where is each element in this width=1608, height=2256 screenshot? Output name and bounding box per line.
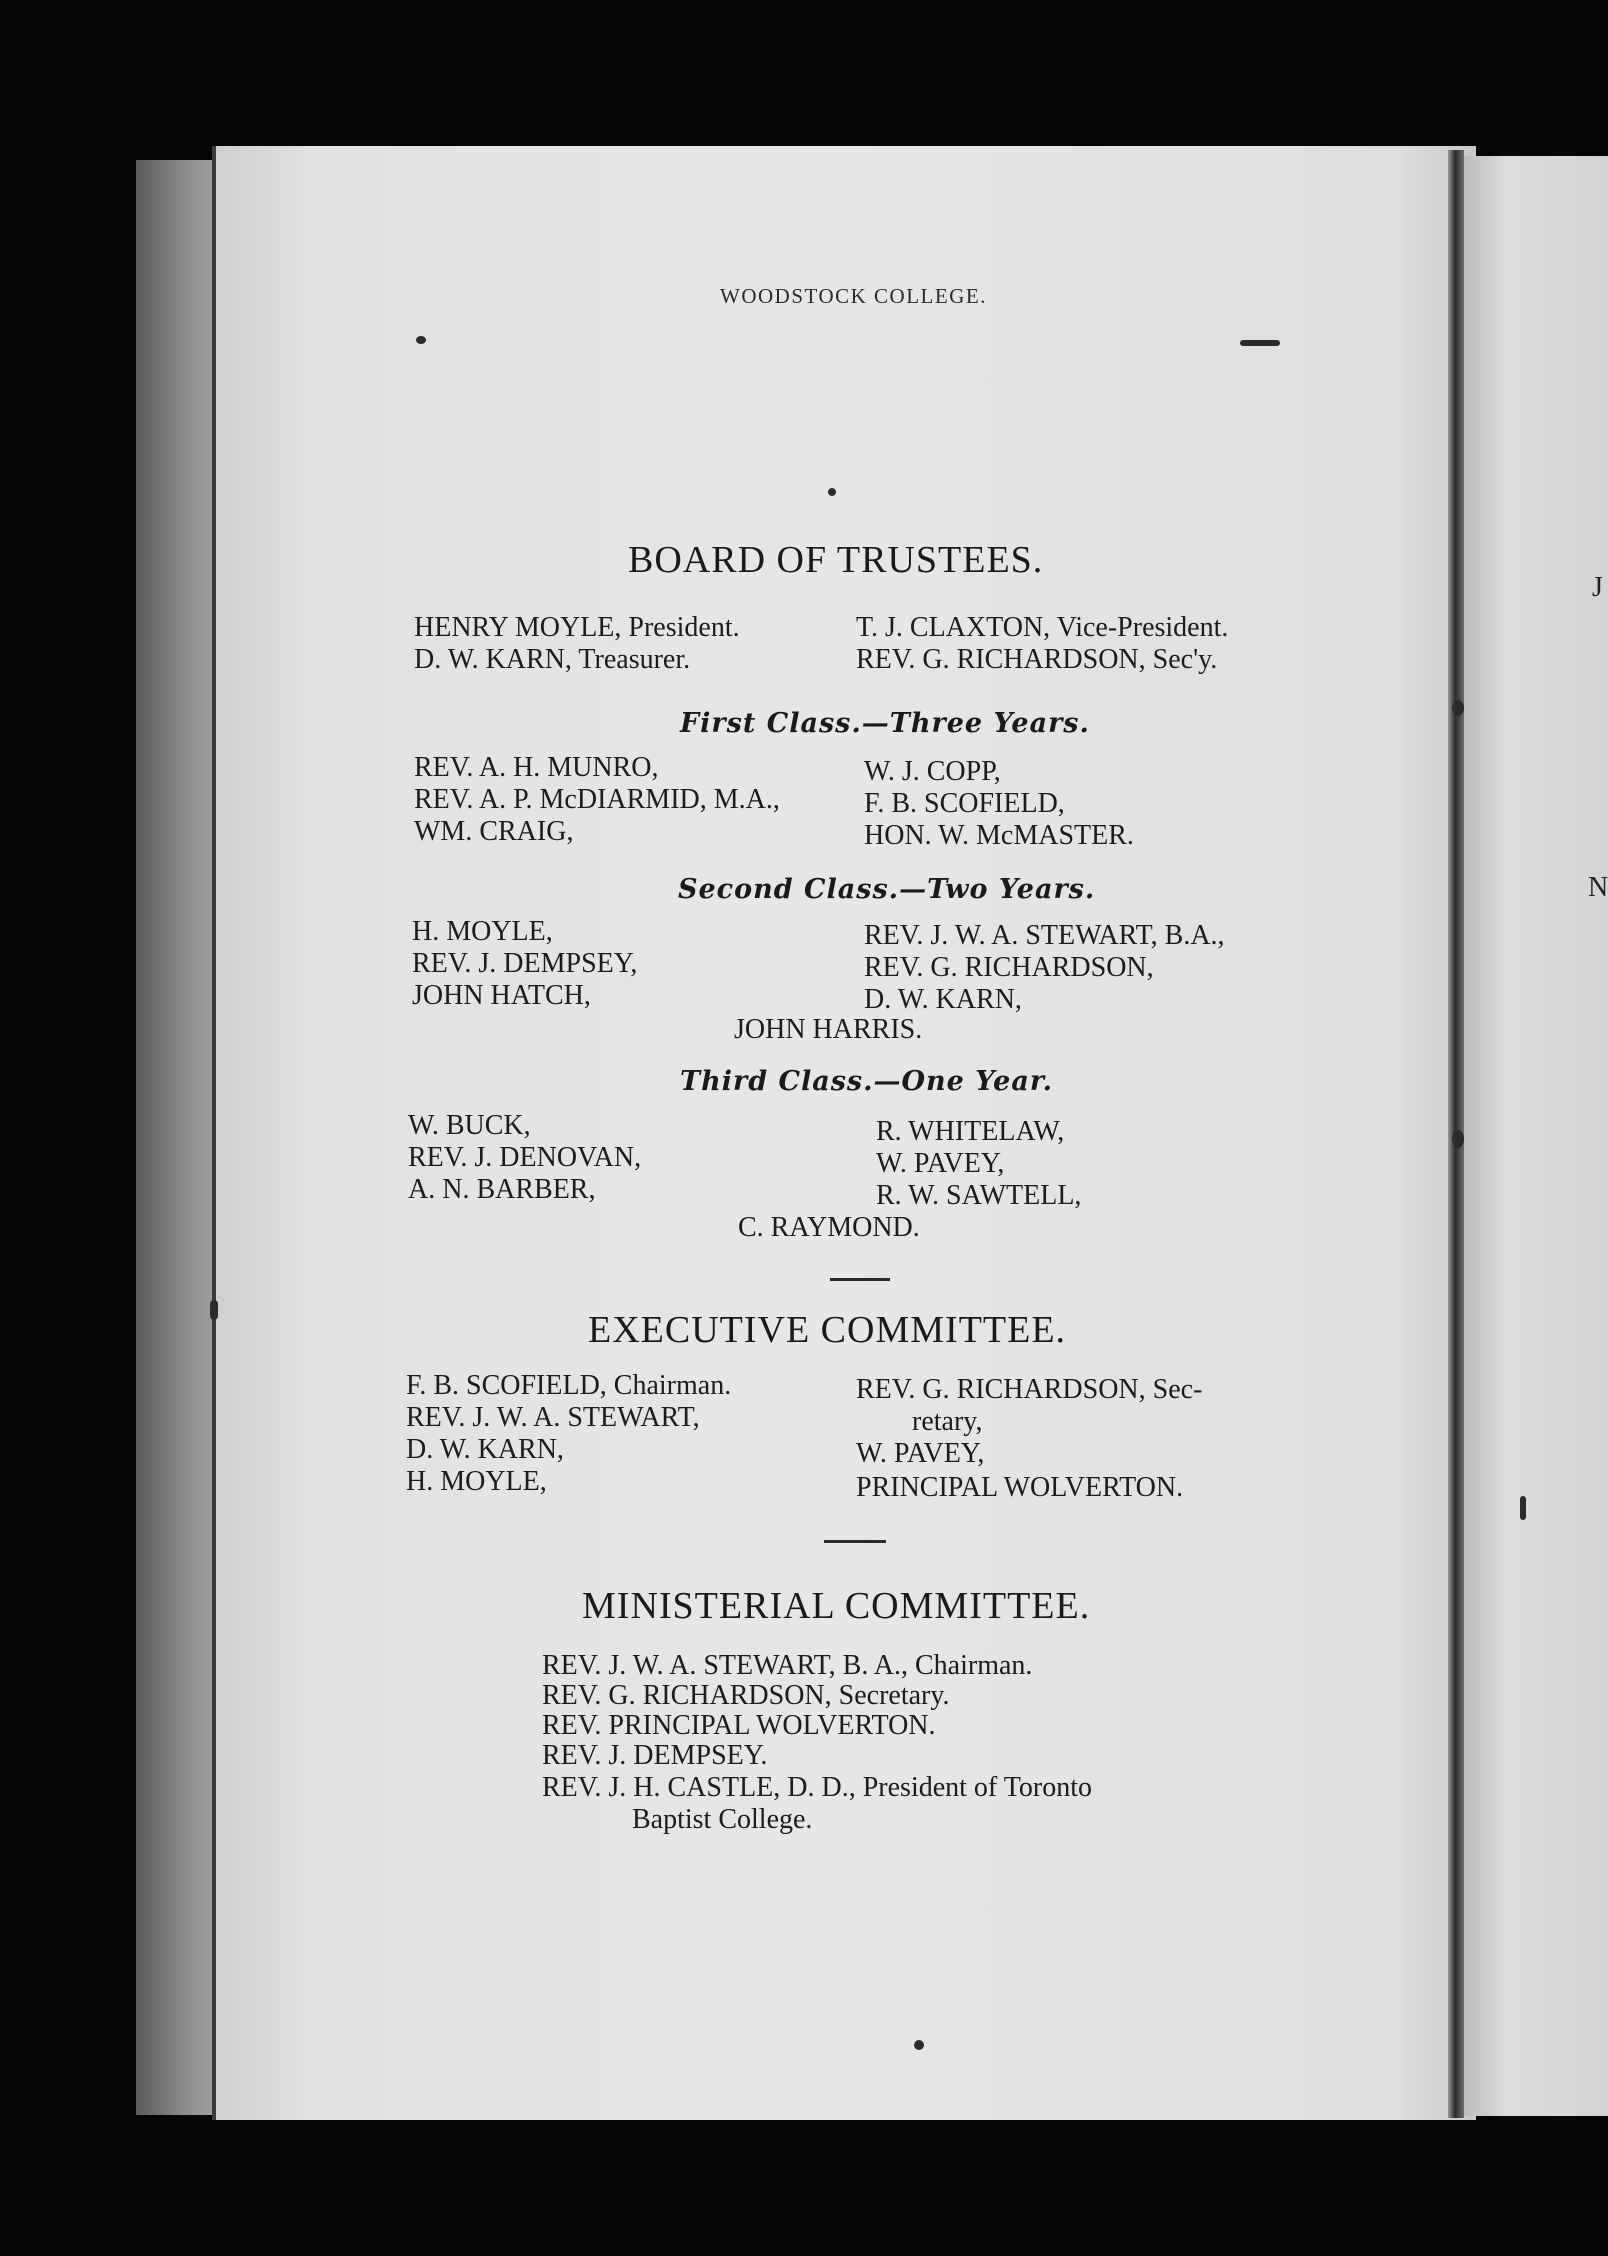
scan-speck [1452,1130,1464,1148]
first-class-right: HON. W. McMASTER. [864,820,1134,851]
scan-speck [1452,700,1464,716]
document-page [212,146,1476,2120]
scan-speck [1520,1496,1526,1520]
ministerial-line: Baptist College. [632,1804,813,1835]
officer-right: REV. G. RICHARDSON, Sec'y. [856,644,1218,675]
next-page-fragment: N [1588,872,1608,903]
first-class-left: REV. A. H. MUNRO, [414,752,659,783]
executive-right: retary, [912,1406,983,1437]
third-class-right: W. PAVEY, [876,1148,1005,1179]
second-class-left: JOHN HATCH, [412,980,591,1011]
first-class-left: REV. A. P. McDIARMID, M.A., [414,784,780,815]
second-class-right: REV. J. W. A. STEWART, B.A., [864,920,1225,951]
ministerial-line: REV. G. RICHARDSON, Secretary. [542,1680,950,1711]
executive-right: PRINCIPAL WOLVERTON. [856,1472,1184,1503]
executive-left: F. B. SCOFIELD, Chairman. [406,1370,732,1401]
second-class-right: D. W. KARN, [864,984,1022,1015]
ministerial-line: REV. J. DEMPSEY. [542,1740,768,1771]
third-class-left: W. BUCK, [408,1110,531,1141]
ministerial-line: REV. J. H. CASTLE, D. D., President of Toronto [542,1772,1093,1803]
section-rule [824,1540,886,1543]
third-class-center: C. RAYMOND. [738,1212,920,1243]
third-class-right: R. W. SAWTELL, [876,1180,1082,1211]
third-class-heading: Third Class.—One Year. [680,1066,1053,1097]
executive-left: H. MOYLE, [406,1466,547,1497]
ministerial-line: REV. J. W. A. STEWART, B. A., Chairman. [542,1650,1033,1681]
scan-speck [210,1300,218,1320]
second-class-left: REV. J. DEMPSEY, [412,948,638,979]
running-head: WOODSTOCK COLLEGE. [720,284,987,308]
second-class-right: REV. G. RICHARDSON, [864,952,1154,983]
second-class-heading: Second Class.—Two Years. [678,874,1096,905]
scan-speck [416,336,426,344]
scan-speck [1240,340,1280,346]
officer-left: HENRY MOYLE, President. [414,612,740,643]
executive-right: REV. G. RICHARDSON, Sec- [856,1374,1203,1405]
first-class-left: WM. CRAIG, [414,816,574,847]
first-class-right: F. B. SCOFIELD, [864,788,1065,819]
second-class-left: H. MOYLE, [412,916,553,947]
executive-title: EXECUTIVE COMMITTEE. [588,1309,1067,1351]
second-class-center: JOHN HARRIS. [734,1014,923,1045]
officer-right: T. J. CLAXTON, Vice-President. [856,612,1229,643]
scan-speck [914,2040,924,2050]
first-class-right: W. J. COPP, [864,756,1001,787]
ministerial-line: REV. PRINCIPAL WOLVERTON. [542,1710,936,1741]
executive-left: D. W. KARN, [406,1434,564,1465]
scan-speck [828,488,836,496]
board-title: BOARD OF TRUSTEES. [628,539,1044,581]
ministerial-title: MINISTERIAL COMMITTEE. [582,1585,1091,1627]
third-class-right: R. WHITELAW, [876,1116,1065,1147]
executive-left: REV. J. W. A. STEWART, [406,1402,700,1433]
officer-left: D. W. KARN, Treasurer. [414,644,691,675]
third-class-left: A. N. BARBER, [408,1174,596,1205]
third-class-left: REV. J. DENOVAN, [408,1142,642,1173]
next-page-fragment: J [1592,572,1603,603]
first-class-heading: First Class.—Three Years. [680,708,1090,739]
section-rule [830,1278,890,1281]
next-page-edge [1464,156,1608,2116]
executive-right: W. PAVEY, [856,1438,985,1469]
